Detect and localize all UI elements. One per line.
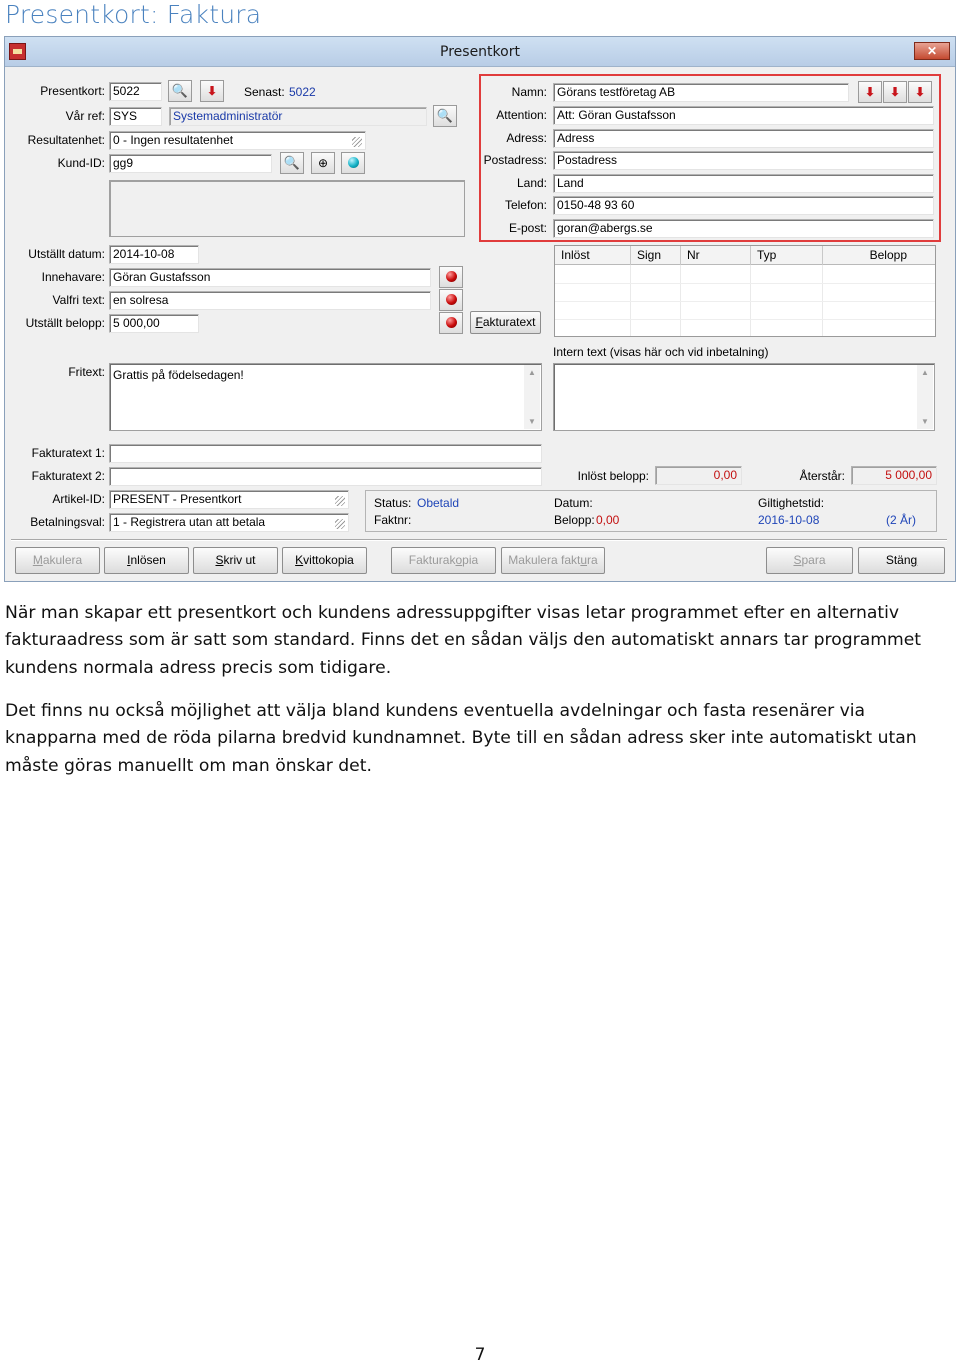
magnifier-icon[interactable]: ⊕	[311, 152, 335, 174]
adress-field[interactable]: Adress	[553, 129, 934, 148]
grid-header-sign[interactable]: Sign	[631, 246, 681, 265]
stang-button[interactable]	[858, 547, 945, 574]
grid-row-line	[555, 319, 935, 320]
window-title: Presentkort	[440, 44, 520, 60]
binoculars-icon[interactable]: 🔍	[168, 80, 192, 102]
scroll-down-icon: ▼	[528, 417, 536, 426]
customer-info-button[interactable]	[341, 152, 365, 174]
skriv-ut-button[interactable]	[193, 547, 278, 574]
inlost-belopp-field: 0,00	[655, 466, 742, 485]
namn-label: Namn:	[511, 85, 547, 99]
grid-header	[555, 246, 935, 265]
teal-ball-icon	[348, 157, 359, 168]
valfri-text-label: Valfri text:	[52, 293, 105, 307]
skriv-ut-mnemonic: S	[215, 553, 224, 567]
resultatenhet-label: Resultatenhet:	[27, 133, 105, 147]
status-panel	[365, 490, 937, 532]
scroll-up-icon: ▲	[528, 368, 536, 377]
document-title: Presentkort: Faktura	[5, 0, 262, 29]
artikel-id-value: PRESENT - Presentkort	[113, 492, 242, 506]
senast-value: 5022	[289, 85, 316, 99]
kvittokopia-mnemonic: K	[295, 553, 304, 567]
giltighetstid-years: (2 År)	[886, 513, 916, 527]
redemption-grid[interactable]	[554, 245, 936, 337]
land-field[interactable]: Land	[553, 174, 934, 193]
close-icon: ✕	[926, 44, 938, 58]
fritext-area[interactable]	[109, 363, 542, 431]
makulera-button[interactable]	[15, 547, 100, 574]
binoculars-icon[interactable]: 🔍	[280, 152, 304, 174]
title-bar[interactable]	[5, 37, 955, 67]
epost-label: E-post:	[508, 221, 547, 235]
epost-field[interactable]: goran@abergs.se	[553, 219, 934, 238]
inlosen-mnemonic: I	[127, 553, 131, 567]
fritext-value: Grattis på födelsedagen!	[113, 368, 244, 382]
red-ball-icon	[446, 271, 457, 282]
aterstar-label: Återstår:	[799, 469, 845, 483]
fakturakopia-button[interactable]	[391, 547, 496, 574]
utstallt-belopp-label: Utställt belopp:	[25, 316, 105, 330]
grid-header-inlost[interactable]: Inlöst	[555, 246, 631, 265]
grid-header-belopp[interactable]: Belopp	[869, 248, 907, 262]
status-value: Obetald	[417, 496, 460, 510]
page-number: 7	[474, 1345, 486, 1365]
scroll-down-icon: ▼	[921, 417, 929, 426]
grid-row-line	[555, 283, 935, 284]
red-ball-icon	[446, 317, 457, 328]
artikel-id-combo[interactable]	[109, 490, 349, 509]
button-bar-divider	[11, 539, 947, 541]
fakturatext-button-label: akturatext	[482, 315, 536, 329]
resize-grip-icon	[335, 519, 345, 529]
presentkort-window	[4, 36, 956, 582]
makulera-mnemonic: M	[32, 553, 43, 567]
fritext-label: Fritext:	[68, 365, 105, 379]
inlost-belopp-label: Inlöst belopp:	[577, 469, 649, 483]
kvittokopia-label: vittokopia	[303, 553, 354, 567]
utstallt-belopp-field[interactable]: 5 000,00	[109, 314, 199, 333]
scroll-up-icon: ▲	[921, 368, 929, 377]
giltighetstid-label: Giltighetstid:	[758, 496, 825, 510]
makulera-label: akulera	[42, 553, 83, 567]
presentkort-label: Presentkort:	[40, 84, 105, 98]
close-button[interactable]	[914, 42, 950, 60]
postadress-label: Postadress:	[483, 153, 547, 167]
postadress-field[interactable]: Postadress	[553, 151, 934, 170]
grid-row-line	[555, 301, 935, 302]
paragraph-2: Det finns nu också möjlighet att välja bland kundens eventuella avdelningar och fasta resenärer via knapparna med de röda pilarna bredvid kundnamnet. Byte till en sådan adress sker inte automatiskt utan måste göras manuellt om man önskar det.	[5, 701, 917, 776]
kund-id-label: Kund-ID:	[57, 156, 105, 170]
stang-label-a: Stän	[885, 553, 911, 567]
namn-field[interactable]: Görans testföretag AB	[553, 83, 849, 102]
telefon-label: Telefon:	[504, 198, 547, 212]
land-label: Land:	[516, 176, 547, 190]
fakturatext2-label: Fakturatext 2:	[31, 469, 105, 483]
presentkort-field[interactable]: 5022	[109, 82, 162, 101]
makulera-faktura-label-a: Makulera fakt	[508, 553, 581, 567]
inlosen-label: nlösen	[130, 553, 166, 567]
fakturakopia-label-c: pia	[462, 553, 479, 567]
fakturatext2-field[interactable]	[109, 467, 542, 486]
var-ref-code-field[interactable]: SYS	[109, 107, 162, 126]
resultatenhet-value: 0 - Ingen resultatenhet	[113, 133, 234, 147]
grid-header-typ[interactable]: Typ	[751, 246, 823, 265]
var-ref-label: Vår ref:	[65, 109, 105, 123]
binoculars-icon[interactable]: 🔍	[433, 105, 457, 127]
grid-header-nr[interactable]: Nr	[681, 246, 751, 265]
faktnr-label: Faktnr:	[374, 513, 412, 527]
utstallt-datum-label: Utställt datum:	[28, 247, 105, 261]
stang-mnemonic: g	[910, 553, 918, 567]
paragraph-1: När man skapar ett presentkort och kundens adressuppgifter visas letar programmet efter en alternativ fakturaadress som är satt som standard. Finns det en sådan väljs den automatiskt annars tar programmet kundens normala adress precis som tidigare.	[5, 603, 922, 678]
skriv-ut-label: kriv ut	[223, 553, 256, 567]
fritext-scrollbar[interactable]	[524, 365, 540, 429]
utstallt-datum-field[interactable]: 2014-10-08	[109, 245, 199, 264]
aterstar-field: 5 000,00	[851, 466, 937, 485]
spara-button[interactable]	[766, 547, 853, 574]
inlosen-button[interactable]	[104, 547, 189, 574]
customer-info-box	[109, 180, 465, 237]
datum-label: Datum:	[554, 496, 593, 510]
spara-label: para	[801, 553, 826, 567]
valfri-text-field[interactable]: en solresa	[109, 291, 431, 310]
fakturatext1-label: Fakturatext 1:	[31, 446, 105, 460]
fakturakopia-label-a: Fakturak	[408, 553, 456, 567]
red-down-arrow-icon[interactable]: ⬇	[908, 81, 932, 103]
intern-text-area[interactable]	[553, 363, 935, 431]
betalningsval-label: Betalningsval:	[30, 515, 105, 529]
innehavare-label: Innehavare:	[41, 270, 105, 284]
valfri-text-pick-button[interactable]	[439, 289, 463, 311]
red-down-arrow-icon[interactable]: ⬇	[883, 81, 907, 103]
makulera-faktura-label-c: ra	[587, 553, 598, 567]
attention-field[interactable]: Att: Göran Gustafsson	[553, 106, 934, 125]
senast-label: Senast:	[244, 85, 285, 99]
adress-label: Adress:	[506, 131, 547, 145]
red-down-arrow-icon[interactable]: ⬇	[858, 81, 882, 103]
makulera-faktura-mnemonic: u	[580, 553, 588, 567]
artikel-id-label: Artikel-ID:	[52, 492, 105, 506]
fakturatext-mnemonic: F	[475, 315, 483, 329]
resize-grip-icon	[335, 496, 345, 506]
fakturatext-button[interactable]	[470, 311, 541, 334]
fakturakopia-mnemonic: o	[455, 553, 463, 567]
belopp-value: 0,00	[596, 513, 620, 527]
status-label: Status:	[374, 496, 412, 510]
red-ball-icon	[446, 294, 457, 305]
intern-text-label: Intern text (visas här och vid inbetalning)	[553, 345, 769, 359]
innehavare-field[interactable]: Göran Gustafsson	[109, 268, 431, 287]
var-ref-name-field: Systemadministratör	[169, 107, 427, 126]
innehavare-pick-button[interactable]	[439, 266, 463, 288]
kund-id-field[interactable]: gg9	[109, 154, 272, 173]
spara-mnemonic: S	[793, 553, 802, 567]
intern-text-scrollbar[interactable]	[917, 365, 933, 429]
resultatenhet-combo[interactable]	[109, 131, 366, 150]
belopp-pick-button[interactable]	[439, 312, 463, 334]
telefon-field[interactable]: 0150-48 93 60	[553, 196, 934, 215]
betalningsval-value: 1 - Registrera utan att betala	[113, 515, 266, 529]
red-down-arrow-icon[interactable]: ⬇	[200, 80, 224, 102]
attention-label: Attention:	[496, 108, 547, 122]
giltighetstid-date: 2016-10-08	[758, 513, 820, 527]
kvittokopia-button[interactable]	[282, 547, 367, 574]
betalningsval-combo[interactable]	[109, 513, 349, 532]
resize-grip-icon	[352, 137, 362, 147]
makulera-faktura-button[interactable]	[501, 547, 605, 574]
belopp-label: Belopp:	[554, 513, 595, 527]
fakturatext1-field[interactable]	[109, 444, 542, 463]
